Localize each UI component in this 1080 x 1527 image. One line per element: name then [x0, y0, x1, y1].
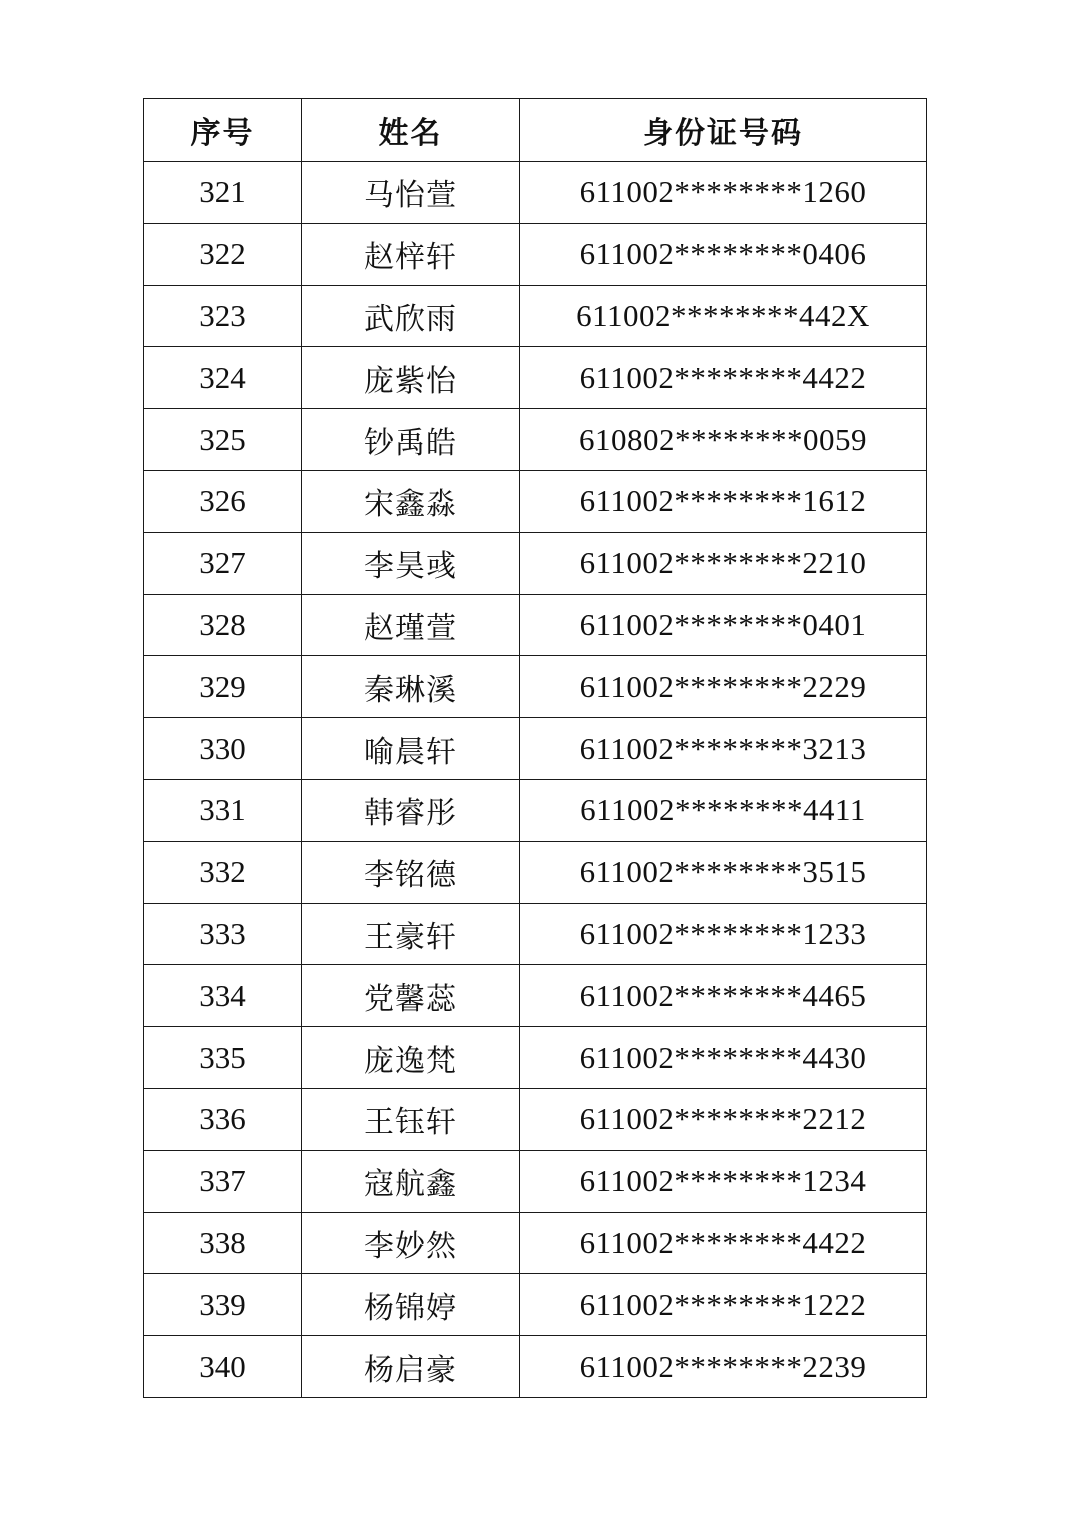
id-number-cell: 611002********1222: [520, 1274, 927, 1336]
id-number-cell: 611002********1233: [520, 903, 927, 965]
serial-number-cell: 334: [144, 965, 302, 1027]
name-cell: 庞逸梵: [302, 1027, 520, 1089]
table-row: [144, 841, 927, 903]
id-number-cell: 611002********1234: [520, 1150, 927, 1212]
id-number-cell: 611002********1260: [520, 162, 927, 224]
name-cell: 党馨蕊: [302, 965, 520, 1027]
table-row: [144, 1336, 927, 1398]
serial-number-cell: 325: [144, 409, 302, 471]
name-cell: 李昊彧: [302, 532, 520, 594]
serial-number-cell: 330: [144, 718, 302, 780]
serial-number-cell: 324: [144, 347, 302, 409]
id-number-cell: 611002********2210: [520, 532, 927, 594]
serial-number-cell: 337: [144, 1150, 302, 1212]
name-cell: 庞紫怡: [302, 347, 520, 409]
serial-number-cell: 338: [144, 1212, 302, 1274]
header-id-number: 身份证号码: [520, 99, 927, 162]
name-cell: 宋鑫淼: [302, 470, 520, 532]
name-cell: 李妙然: [302, 1212, 520, 1274]
name-cell: 秦琳溪: [302, 656, 520, 718]
id-number-cell: 611002********2239: [520, 1336, 927, 1398]
name-cell: 赵瑾萱: [302, 594, 520, 656]
name-cell: 杨锦婷: [302, 1274, 520, 1336]
table-row: [144, 470, 927, 532]
id-number-cell: 611002********0401: [520, 594, 927, 656]
id-number-cell: 611002********1612: [520, 470, 927, 532]
serial-number-cell: 329: [144, 656, 302, 718]
table-row: [144, 594, 927, 656]
serial-number-cell: 335: [144, 1027, 302, 1089]
table-body: [144, 162, 927, 1398]
table-row: [144, 285, 927, 347]
id-number-cell: 611002********4411: [520, 779, 927, 841]
name-cell: 韩睿彤: [302, 779, 520, 841]
serial-number-cell: 340: [144, 1336, 302, 1398]
table-row: [144, 1027, 927, 1089]
table-row: [144, 1274, 927, 1336]
serial-number-cell: 336: [144, 1088, 302, 1150]
serial-number-cell: 326: [144, 470, 302, 532]
serial-number-cell: 331: [144, 779, 302, 841]
name-cell: 王钰轩: [302, 1088, 520, 1150]
roster-table: [143, 98, 927, 1398]
serial-number-cell: 327: [144, 532, 302, 594]
table-row: [144, 656, 927, 718]
id-number-cell: 611002********2212: [520, 1088, 927, 1150]
name-cell: 李铭德: [302, 841, 520, 903]
name-cell: 杨启豪: [302, 1336, 520, 1398]
name-cell: 钞禹皓: [302, 409, 520, 471]
serial-number-cell: 321: [144, 162, 302, 224]
header-row: [144, 99, 927, 162]
serial-number-cell: 333: [144, 903, 302, 965]
header-name: 姓名: [302, 99, 520, 162]
table-row: [144, 779, 927, 841]
table-row: [144, 903, 927, 965]
id-number-cell: 611002********4422: [520, 1212, 927, 1274]
id-number-cell: 611002********442X: [520, 285, 927, 347]
name-cell: 马怡萱: [302, 162, 520, 224]
serial-number-cell: 323: [144, 285, 302, 347]
table-header: [144, 99, 927, 162]
id-number-cell: 611002********4430: [520, 1027, 927, 1089]
header-serial-number: 序号: [144, 99, 302, 162]
serial-number-cell: 328: [144, 594, 302, 656]
table-row: [144, 409, 927, 471]
name-cell: 喻晨轩: [302, 718, 520, 780]
name-cell: 赵梓轩: [302, 223, 520, 285]
name-cell: 王豪轩: [302, 903, 520, 965]
id-number-cell: 610802********0059: [520, 409, 927, 471]
serial-number-cell: 332: [144, 841, 302, 903]
table-row: [144, 1212, 927, 1274]
table-row: [144, 162, 927, 224]
id-number-cell: 611002********2229: [520, 656, 927, 718]
id-number-cell: 611002********3515: [520, 841, 927, 903]
table-row: [144, 347, 927, 409]
id-number-cell: 611002********4465: [520, 965, 927, 1027]
id-number-cell: 611002********4422: [520, 347, 927, 409]
name-cell: 寇航鑫: [302, 1150, 520, 1212]
table-row: [144, 223, 927, 285]
id-number-cell: 611002********3213: [520, 718, 927, 780]
name-cell: 武欣雨: [302, 285, 520, 347]
table-row: [144, 532, 927, 594]
serial-number-cell: 339: [144, 1274, 302, 1336]
table-row: [144, 1088, 927, 1150]
table-row: [144, 965, 927, 1027]
table-row: [144, 1150, 927, 1212]
serial-number-cell: 322: [144, 223, 302, 285]
id-number-cell: 611002********0406: [520, 223, 927, 285]
table-row: [144, 718, 927, 780]
